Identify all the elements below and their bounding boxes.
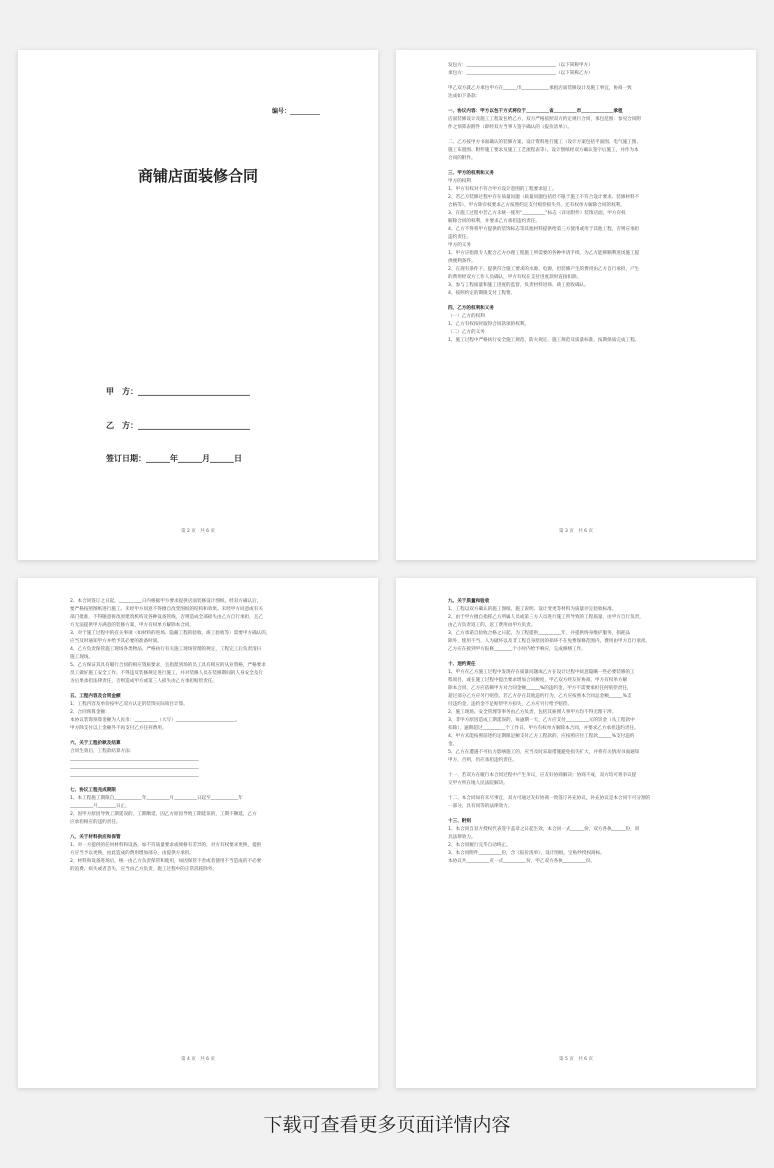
text-line: 程项目，或在施工过程中提出要求增加合同额度，甲乙双方经友好协商，甲方有权单方解	[448, 678, 628, 683]
text-line: 十二、本合同如有未尽事宜，双方可通过友好协商一致签订补充协议，补充协议是本合同不可分割的	[448, 796, 651, 801]
sign-date-field: 签订日期：______年______月______日	[106, 454, 242, 463]
text-line: 2、本合同签订之日起，__________日内根据甲方要求提供店面装修设计图纸，经双方确认后，	[70, 599, 262, 604]
text-line: 4、甲方未能按照前述约定期限足额支付乙方工程款的，应按照应付工程款______%支付违约	[448, 734, 635, 739]
download-caption: 下载可查看更多页面详情内容	[263, 1114, 511, 1136]
paragraph-gap	[70, 827, 338, 834]
text-line: 五、工程内容及合同金额	[70, 694, 121, 699]
text-line: 4、乙方负责保管施工现场各类物品，严格执行有关施工现场管理的规定，工程完工后负责清扫	[70, 647, 262, 652]
text-line: 件之预算表附件（即经双方当事人签字确认的《报价清单》）。	[448, 125, 573, 130]
text-line: 合同生效后，工程款结算方法：	[70, 749, 135, 754]
text-line: 2、材料和设备进场后，统一由乙方负责保管和使用，如因保管不善或者使用不当造成的不必要	[70, 859, 262, 864]
text-line: 施工布置图、附件施工要求及施工工艺流程表等）。设计图纸经双方确认签字后施工，并作为本	[448, 148, 639, 153]
text-line: 1、乙方有权按时取得合同款项的权利。	[448, 322, 530, 327]
text-line: （二）乙方的义务	[448, 330, 485, 335]
text-line: 甲乙双方就乙方承包甲方在______市____________承租店面装修设计及施工事宜，协商一致	[448, 86, 632, 91]
text-line: 扣除），逾期超过__________个工作日，甲方有权单方解除本合同，并要求乙方承担违约责任。	[448, 726, 639, 731]
text-line: 3、乙方承诺自验收合格之日起，为工程提供__________年，并提供终身维护服务，损耗品	[448, 631, 631, 636]
text-line: 一、协议内容：甲方以包干方式将位于__________省__________市______________承租	[448, 109, 623, 114]
text-line: 3、对于施工过程中的有关事项（如材料的进场、隐蔽工程的验收、竣工验收等）需要甲方确认的，	[70, 631, 271, 636]
text-line: 供便利条件。	[448, 259, 476, 264]
text-line: 2、因甲方原因导致工期延误的，工期顺延，因乙方原因导致工期延误的，工期不顺延，乙方	[70, 812, 257, 817]
text-line: 4、乙方不得将甲方提供的装饰标志等其他材料提供给第三方使用或用于其他工程，否则应承担	[448, 227, 640, 232]
text-line: 1、工程以双方确认的施工图纸、施工说明、设计变更等材料为质量评定验收标准。	[448, 607, 617, 612]
text-line: 应承担相应的违约责任。	[70, 820, 121, 825]
page-body	[70, 598, 338, 874]
text-line: 甲方，否则，仍应承担违约责任。	[448, 758, 517, 763]
paragraph-gap	[70, 780, 338, 787]
text-line: 1、甲方应指派专人配合乙方办理工程施工所需要的各种申请手续，为乙方能够顺利进场施工提	[448, 251, 640, 256]
text-line: 一部分，具有同等的法律效力。	[448, 804, 513, 809]
text-line: 违约责任。	[448, 235, 471, 240]
text-line: 施工现场。	[70, 655, 93, 660]
text-line: ________________________________________________________	[70, 765, 199, 770]
text-line: 二、乙方按甲方书面确认的装修方案，设计资料进行施工（设计方案包括平面图、电气施工图、	[448, 140, 641, 145]
page-3	[18, 578, 378, 1088]
page-footer: 第 2 页 共 6 页	[181, 529, 215, 534]
text-line: 1、甲方有权对不符合甲方设计意图的工程要求返工。	[448, 187, 557, 192]
text-line: 八、关于材料供应和保管	[70, 835, 121, 840]
contract-number: 编号：__________	[271, 108, 320, 115]
text-line: 解除合同的权利，并要求乙方承担违约责任。	[448, 219, 540, 224]
paragraph-gap	[70, 686, 338, 693]
text-line: 七、协议工程完成期限	[70, 788, 116, 793]
text-line: 2、施工现场、安全管理等事务由乙方负责，包括其雇佣人事甲方均不得无理干涉。	[448, 710, 617, 715]
text-line: 甲方除支付以上金额外不再支付乙方任何费用。	[70, 726, 167, 731]
text-line: 甲方的权利	[448, 179, 471, 184]
text-line: 承包方：_______________________________________（以下简称乙方）	[448, 71, 593, 76]
text-line: 2、合同预算金额：	[70, 710, 110, 715]
text-line: ________________________________________________________	[70, 773, 199, 778]
text-line: 1、本工程施工期限自____________年__________月__________日起至____________年	[70, 796, 243, 801]
text-line: 乙方应在接到甲方报修________个小时内给予响应，完成修缮工作。	[448, 647, 586, 652]
paragraph-gap	[448, 811, 716, 818]
text-line: 九、关于质量和验收	[448, 599, 490, 604]
paragraph-gap	[70, 733, 338, 740]
page-footer: 第 3 页 共 6 页	[559, 529, 593, 534]
text-line: 合格等），甲方除有权要求乙方按照约定支付赔偿损失外，还有权单方解除合同的权利。	[448, 203, 625, 208]
text-line: 具法律效力。	[448, 835, 476, 840]
text-line: 4、按照约定的期限支付工程费。	[448, 291, 516, 296]
text-line: 金。	[448, 742, 458, 747]
page-2	[396, 50, 756, 560]
text-line: 5、乙方保证其具有履行合同的相应资质要求，且指派到场的员工具有相应的从业资格，严格要求	[70, 663, 266, 668]
text-line: （一）乙方的权利	[448, 314, 485, 319]
paragraph-gap	[448, 298, 716, 305]
text-line: 三、甲方的权利和义务	[448, 171, 494, 176]
page-4	[396, 578, 756, 1088]
text-line: 的浪费、损失或者丢失，应当由乙方负责，施工过程中的正常消耗除外。	[70, 867, 218, 872]
paragraph-gap	[448, 101, 716, 108]
text-line: 四、乙方的权利和义务	[448, 306, 494, 311]
text-line: 除外，使用不当、人为破坏以及非工程自身原因的损坏不在免费保修范围内，费用由甲方自行承担。	[448, 639, 651, 644]
text-line: 发包方：_______________________________________（以下简称甲方）	[448, 63, 593, 68]
paragraph-gap	[448, 654, 716, 661]
text-line: 六、关于工程价款及结算	[70, 741, 121, 746]
page-cover	[18, 50, 378, 560]
text-line: 5、乙方在遭遇不可抗力影响施工的，应当及时采取措施避免损失扩大，并将有关情况书面通知	[448, 750, 640, 755]
text-line: 应当及时通知甲方并给予其必要的准备时间。	[70, 639, 162, 644]
text-line: 1、对一方提供的任何材料和设备，如不符质量要求或规格有差异的，对方有权要求更换，提供	[70, 843, 262, 848]
paragraph-gap	[448, 132, 716, 139]
text-line: 2、若乙方装修过程中存在质量问题（质量问题包括但不限于施工不符合设计要求、装修材料不	[448, 195, 640, 200]
text-line: 十一、若双方在履行本合同过程中产生争议，应友好协商解决；协商不成，双方均可将争议提	[448, 773, 637, 778]
text-line: 交甲方所在地人民法院解决。	[448, 781, 508, 786]
text-line: 员工做好施工安全工作。不得违反装修规定进行施工，并对装修人员在装修期间的人身安全及行	[70, 671, 263, 676]
text-line: 的费用经双方工作人员确认，甲方有权在支付进度款时直接扣除。	[448, 275, 582, 280]
text-line: 1、施工过程中严格执行安全施工规范、防火规定、施工规范及质量标准，按期保质完成工程。	[448, 338, 640, 343]
party-b-field: 乙 方：____________________________	[106, 421, 250, 430]
text-line: 十、违约责任	[448, 662, 476, 667]
text-line: ________________________________________________________	[70, 757, 199, 762]
text-line: 2、本合同履行完毕自动终止。	[448, 843, 511, 848]
text-line: 十三、附则	[448, 819, 471, 824]
text-line: 部门批准，不得随意拆改原建筑机构及各种设备管线，否则造成全部损失由乙方自行承担，且乙	[70, 615, 263, 620]
text-line: 达成如下条款：	[448, 94, 481, 99]
paragraph-gap	[448, 788, 716, 795]
text-line: __________月________日止。	[70, 804, 130, 809]
text-line: 3、本合同附件__________份，含《报价清单》，设计图纸，宝贴纱授权商标。	[448, 851, 605, 856]
text-line: 1、甲方在乙方施工过程中发现存在质量问题或乙方在设计过程中故意隐瞒一些必要装修的工	[448, 670, 635, 675]
text-line: 1、本合同自双方授权代表签字盖章之日起生效，本合同一式______份，双方各执______份，同	[448, 827, 640, 832]
text-line: 本协议共__________页一式__________份，甲乙双方各执__________份。	[448, 859, 596, 864]
text-line: 店面装修设计及施工工程发包给乙方，双方严格依照双方约定规行合同，承包范围：参见合同附	[448, 117, 641, 122]
page-body	[448, 598, 716, 866]
text-line: 方无法提供甲方满意的装修方案，甲方有权单方解除本合同。	[70, 623, 195, 628]
text-line: 2、由于甲方擅自指挥乙方所属人员或第三方人员进行施工所导致的工程质量，由甲方自行负责，	[448, 615, 644, 620]
page-footer: 第 4 页 共 6 页	[181, 1057, 215, 1062]
text-line: 1、工程内容及单价按甲乙双方认定的装饰实际项目计算。	[70, 702, 188, 707]
text-line: 方应当予以更换，由此造成的费用增加部分，由提供方承担。	[70, 851, 195, 856]
paragraph-gap	[448, 163, 716, 170]
text-line: 合同的附件。	[448, 156, 476, 161]
text-line: 本协议装饰预算金额为人民币：__________（大写）__________________________。	[70, 718, 240, 723]
text-line: 2、在现有条件下，提供符合施工要求的水源、电源，但装修产生的费用由乙方自行承担，产生	[448, 267, 640, 272]
page-footer: 第 5 页 共 6 页	[559, 1057, 593, 1062]
text-line: 3、参与工程质量和施工进度的监督，负责材料进场、竣工验收确认。	[448, 283, 589, 288]
text-line: 甲方的义务	[448, 243, 471, 248]
text-line: 除本合同，乙方应依赖甲方对合同金额______%的违约金，甲方不需要承担任何赔偿责任，	[448, 686, 632, 691]
page-body	[448, 62, 716, 345]
paragraph-gap	[448, 765, 716, 772]
text-line: 付违约金，违约金不足赔偿甲方损失，乙方应另行给予赔偿。	[448, 702, 573, 707]
paragraph-gap	[448, 78, 716, 85]
text-line: 由乙方负责返工的，返工费用由甲方负责。	[448, 623, 536, 628]
text-line: 3、在施工过程中若乙方未统一使用“__________”标志（详见附件）装饰店面，甲方有权	[448, 211, 626, 216]
party-a-field: 甲 方：____________________________	[106, 387, 250, 396]
contract-title: 商铺店面装修合同	[137, 167, 258, 185]
text-line: 为后果承担法律责任，否则造成甲方或第三人损失由乙方承担赔偿责任。	[70, 679, 218, 684]
text-line: 要严格按照图纸进行施工。未经甲方同意不得擅自改变图纸的结构和效果。未经甲方同意或有关	[70, 607, 263, 612]
text-line: 超过部分乙方应另行赔偿。若乙方存在其他违约行为，乙方应按照本合同总金额______%支	[448, 694, 632, 699]
text-line: 3、非甲方原因造成工期延误的，每逾期一天，乙方应支付__________元的罚金（从工程款中	[448, 718, 635, 723]
